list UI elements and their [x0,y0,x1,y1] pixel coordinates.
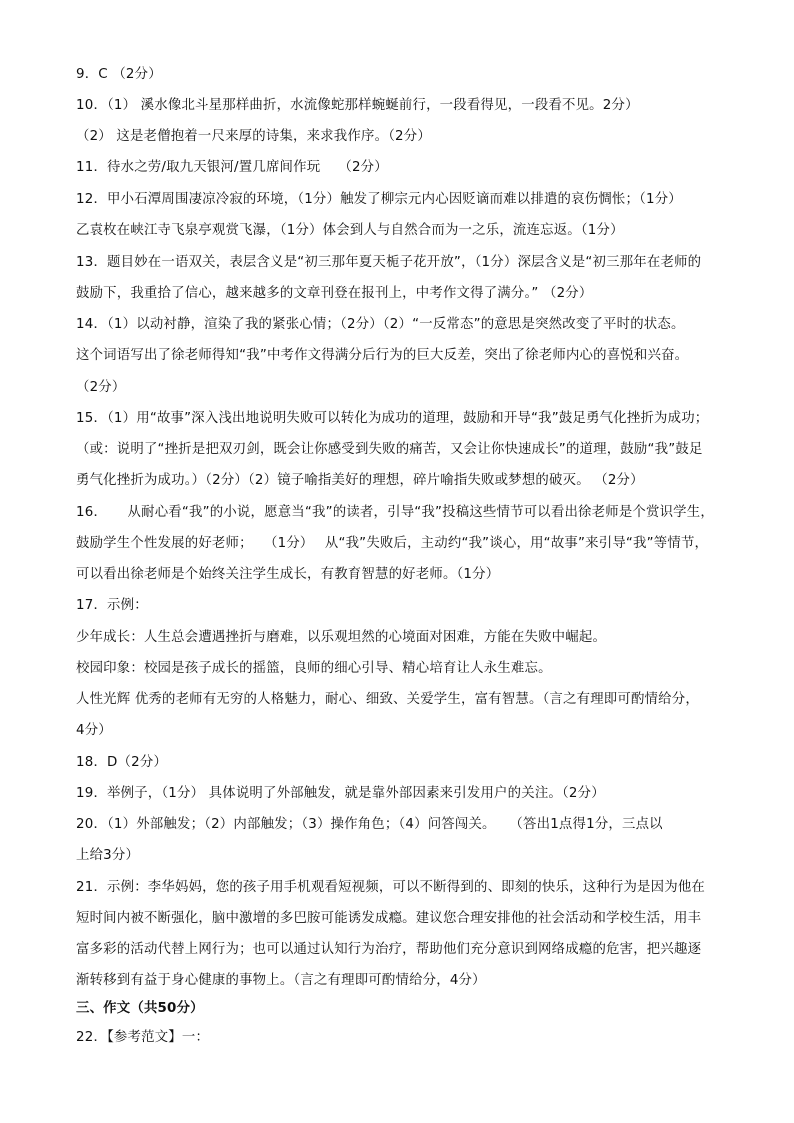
answer-16-line-2: 鼓励学生个性发展的好老师； （1分） 从“我”失败后，主动约“我”谈心，用“故事”来引导“我”等情节， [76,536,709,551]
answer-21-line-2: 短时间内被不断强化，脑中激增的多巴胺可能诱发成瘾。建议您合理安排他的社会活动和学校生活，用丰 [76,911,702,926]
answer-17-score: 4分） [76,723,112,738]
answer-13-line-2: 鼓励下，我重拾了信心，越来越多的文章刊登在报刊上，中考作文得了满分。” （2分） [76,286,593,301]
answer-17-example-1: 少年成长：人生总会遭遇挫折与磨难，以乐观坦然的心境面对困难，方能在失败中崛起。 [76,630,607,645]
answer-12-line-2: 乙袁枚在峡江寺飞泉亭观赏飞瀑，（1分）体会到人与自然合而为一之乐，流连忘返。（1分） [76,223,624,238]
answer-18: 18．D（2分） [76,755,168,770]
answer-12-line-1: 12．甲小石潭周围凄凉冷寂的环境，（1分）触发了柳宗元内心因贬谪而难以排遣的哀伤惆怅；（1分） [76,192,682,207]
answer-15-line-2: （或：说明了“挫折是把双刃剑，既会让你感受到失败的痛苦，又会让你快速成长”的道理，鼓励“我”鼓足 [76,442,703,457]
answer-15-line-1: 15．（1）用“故事”深入浅出地说明失败可以转化为成功的道理，鼓励和开导“我”鼓足勇气化挫折为成功； [76,411,709,426]
answer-22-heading: 22．【参考范文】一： [76,1030,210,1045]
answer-11: 11．待水之劳/取九天银河/置几席间作玩 （2分） [76,160,388,175]
answer-21-line-3: 富多彩的活动代替上网行为；也可以通过认知行为治疗，帮助他们充分意识到网络成瘾的危害，把兴趣逐 [76,942,702,957]
answer-16-line-3: 可以看出徐老师是个始终关注学生成长，有教育智慧的好老师。（1分） [76,567,500,582]
answer-16-line-1: 16． 从耐心看“我”的小说，愿意当“我”的读者，引导“我”投稿这些情节可以看出徐老师是个赏识学生， [76,505,714,520]
section-3-heading: 三、作文（共50分） [76,1001,204,1016]
answer-17-heading: 17．示例： [76,598,148,613]
answer-21-line-4: 渐转移到有益于身心健康的事物上。（言之有理即可酌情给分，4分） [76,973,486,988]
answer-10-part-2: （2） 这是老僧抱着一尺来厚的诗集，来求我作序。（2分） [76,129,431,144]
answer-19: 19．举例子，（1分） 具体说明了外部触发，就是靠外部因素来引发用户的关注。（2分） [76,786,605,801]
answer-17-example-3: 人性光辉 优秀的老师有无穷的人格魅力，耐心、细致、关爱学生，富有智慧。（言之有理即可酌情给分， [76,692,699,707]
answer-20-line-2: 上给3分） [76,848,140,863]
answer-21-line-1: 21．示例：李华妈妈，您的孩子用手机观看短视频，可以不断得到的、即刻的快乐，这种行为是因为他在 [76,880,706,895]
answer-15-line-3: 勇气化挫折为成功。）（2分）（2）镜子喻指美好的理想，碎片喻指失败或梦想的破灭。 （2分） [76,473,644,488]
answer-20-line-1: 20．（1）外部触发；（2）内部触发；（3）操作角色；（4）问答闯关。 （答出1点得1分，三点以 [76,817,663,832]
answer-14-line-2: 这个词语写出了徐老师得知“我”中考作文得满分后行为的巨大反差，突出了徐老师内心的喜悦和兴奋。 [76,348,689,363]
answer-9: 9．C （2分） [76,67,162,82]
answer-14-line-1: 14．（1）以动衬静，渲染了我的紧张心情；（2分）（2）“一反常态”的意思是突然改变了平时的状态。 [76,317,685,332]
answer-17-example-2: 校园印象：校园是孩子成长的摇篮，良师的细心引导、精心培育让人永生难忘。 [76,661,552,676]
answer-14-line-3: （2分） [76,380,126,395]
answer-10-part-1: 10．（1） 溪水像北斗星那样曲折，水流像蛇那样蜿蜒前行，一段看得见，一段看不见。2分） [76,98,639,113]
answer-13-line-1: 13．题目妙在一语双关，表层含义是“初三那年夏天栀子花开放”，（1分）深层含义是“初三那年在老师的 [76,255,702,270]
